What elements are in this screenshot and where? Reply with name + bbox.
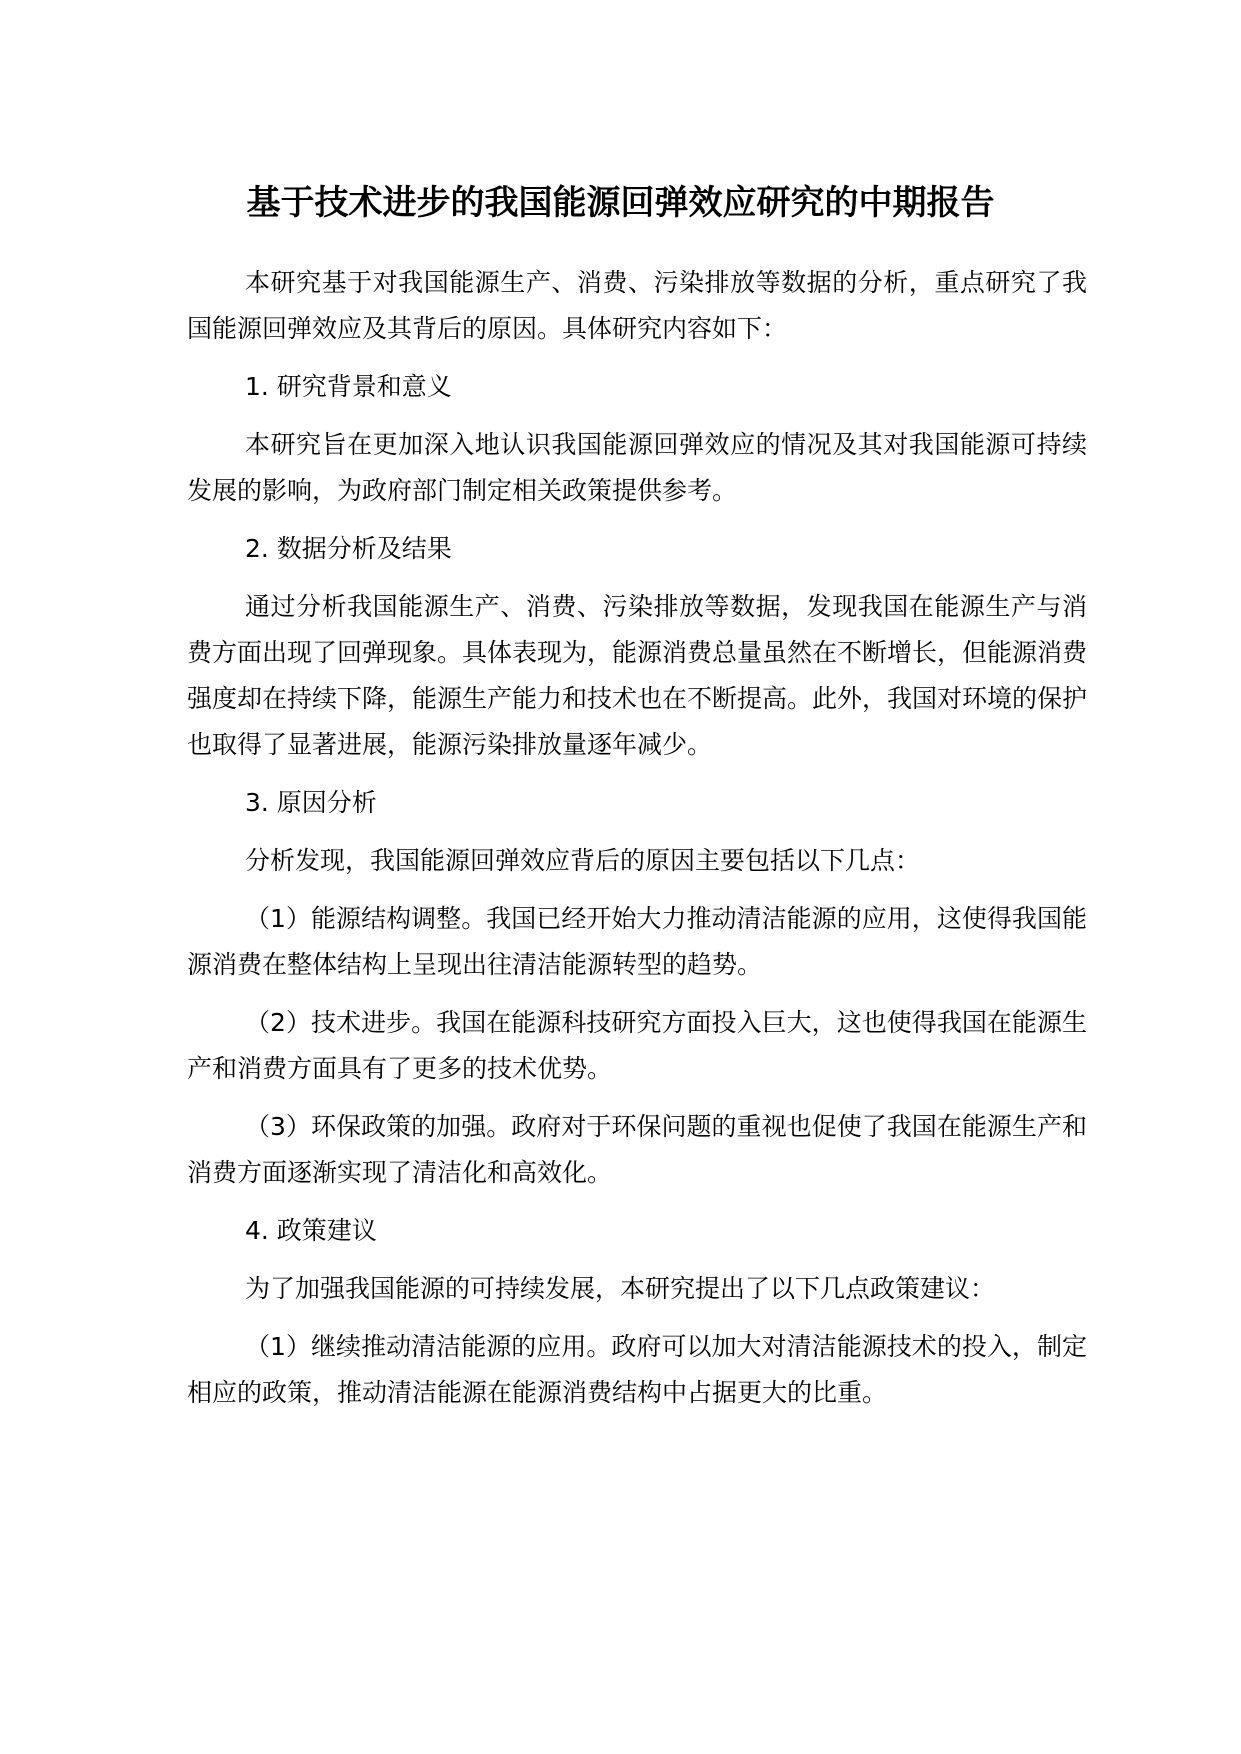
section-1-heading: 1. 研究背景和意义 [245, 372, 452, 401]
section-3-heading: 3. 原因分析 [245, 788, 377, 817]
document-body [187, 260, 1087, 1416]
section-2-paragraph: 通过分析我国能源生产、消费、污染排放等数据，发现我国在能源生产与消费方面出现了回弹现象。具体表现为，能源消费总量虽然在不断增长，但能源消费强度却在持续下降，能源生产能力和技术也在不断提高。此外，我国对环境的保护也取得了显著进展，能源污染排放量逐年减少。 [187, 592, 1088, 759]
section-4-item-1: （1）继续推动清洁能源的应用。政府可以加大对清洁能源技术的投入，制定相应的政策，推动清洁能源在能源消费结构中占据更大的比重。 [187, 1332, 1087, 1407]
section-3-item-2: （2）技术进步。我国在能源科技研究方面投入巨大，这也使得我国在能源生产和消费方面具有了更多的技术优势。 [187, 1008, 1087, 1083]
section-3-paragraph: 分析发现，我国能源回弹效应背后的原因主要包括以下几点： [245, 846, 921, 875]
section-3-item-3: （3）环保政策的加强。政府对于环保问题的重视也促使了我国在能源生产和消费方面逐渐实现了清洁化和高效化。 [187, 1112, 1087, 1187]
section-1-paragraph: 本研究旨在更加深入地认识我国能源回弹效应的情况及其对我国能源可持续发展的影响，为政府部门制定相关政策提供参考。 [187, 430, 1087, 505]
intro-paragraph: 本研究基于对我国能源生产、消费、污染排放等数据的分析，重点研究了我国能源回弹效应及其背后的原因。具体研究内容如下： [187, 268, 1087, 343]
document-title: 基于技术进步的我国能源回弹效应研究的中期报告 [246, 183, 995, 223]
section-3-item-1: （1）能源结构调整。我国已经开始大力推动清洁能源的应用，这使得我国能源消费在整体结构上呈现出往清洁能源转型的趋势。 [187, 904, 1087, 979]
section-4-paragraph: 为了加强我国能源的可持续发展，本研究提出了以下几点政策建议： [245, 1274, 996, 1303]
section-2-heading: 2. 数据分析及结果 [245, 534, 452, 563]
section-4-heading: 4. 政策建议 [245, 1216, 377, 1245]
